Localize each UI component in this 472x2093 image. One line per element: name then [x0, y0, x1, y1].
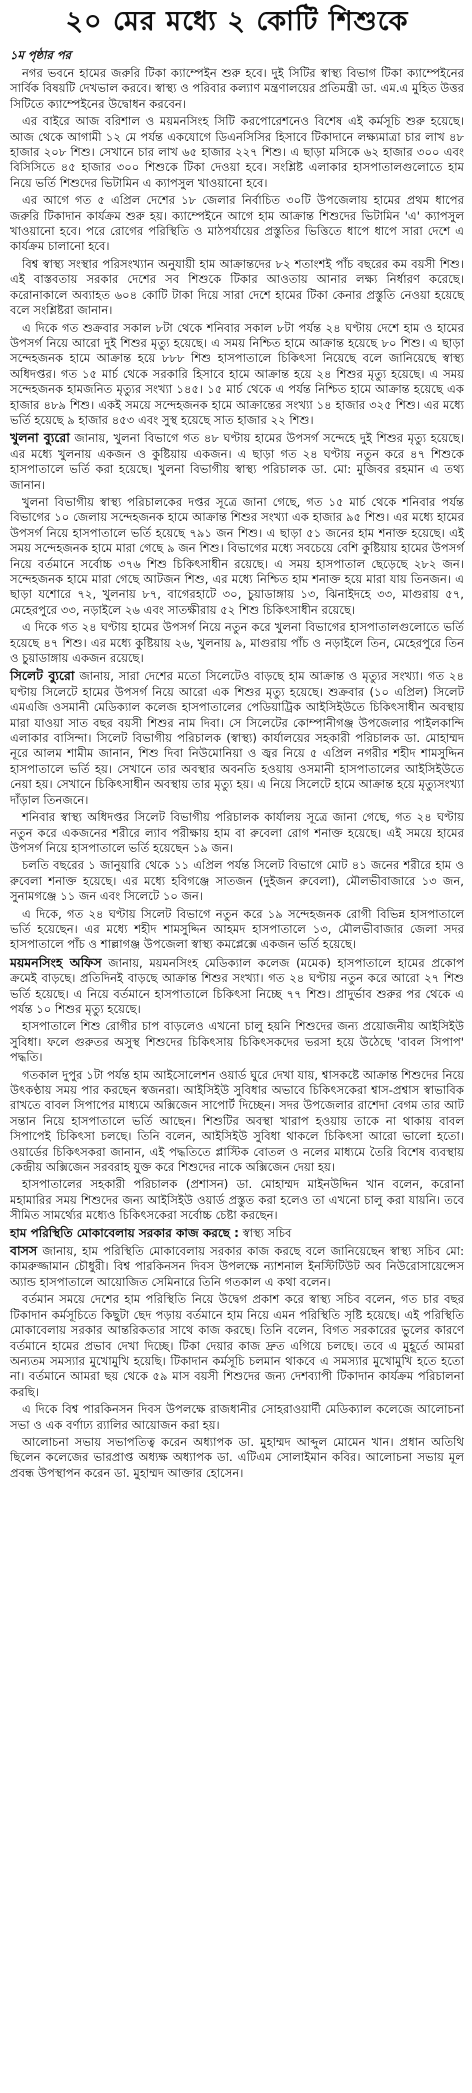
article-paragraph — [10, 955, 464, 1018]
article-body — [10, 66, 464, 1481]
article-paragraph — [10, 193, 464, 255]
paragraph-text: চলতি বছরের ১ জানুয়ারি থেকে ১১ এপ্রিল পর্যন্ত সিলেট বিভাগে মোট ৪১ জনের শরীরে হাম ও রুবেলা শনাক্ত হয়েছে। এর মধ্যে হবিগঞ্জে সাতজন (দুইজন রুবেলা), মৌলভীবাজারে ১৩ জন, সুনামগঞ্জে ১১ জন এবং সিলেটে ১০ জন। — [10, 858, 464, 904]
paragraph-text: শনিবার স্বাস্থ্য অধিদপ্তর সিলেট বিভাগীয় পরিচালক কার্যালয় সূত্রে জানা গেছে, গত ২৪ ঘণ্টায় নতুন করে একজনের শরীরে ল্যাব পরীক্ষায় হাম বা রুবেলা রোগ শনাক্ত হয়েছে। এই সময়ে হামের উপসর্গ নিয়ে হাসপাতালে ভর্তি হয়েছেন ১৯ জন। — [10, 810, 464, 855]
subheading-paragraph — [10, 1226, 464, 1241]
paragraph-text: গতকাল দুপুর ১টা পর্যন্ত হাম আইসোলেশন ওয়ার্ড ঘুরে দেখা যায়, শ্বাসকষ্টে আক্রান্ত শিশুদের নিয়ে উৎকণ্ঠায় সময় পার করছেন স্বজনরা। আইসিইউ সুবিধার অভাবে চিকিৎসকেরা শ্বাস-প্রশ্বাস স্বাভাবিক রাখতে বাবল সিপাপের মাধ্যমে অক্সিজেন সাপোর্ট দিচ্ছেন। সদর উপজেলার রাশেদা বেগম তার আট সন্তান নিয়ে হাসপাতালে ভর্তি আছেন। শিশুটির অবস্থা খারাপ হওয়ায় তাকে না থাকায় বাবল সিপাপেই চিকিৎসা চলছে। তিনি বলেন, আইসিইউ সুবিধা থাকলে চিকিৎসা আরো ভালো হতো। ওয়ার্ডের চিকিৎসকরা জানান, এই পদ্ধতিতে প্লাস্টিক বোতল ও নলের মাধ্যমে তৈরি বিশেষ ব্যবস্থায় কেন্দ্রীয় অক্সিজেন সরবরাহ যুক্ত করে শিশুদের নাকে অক্সিজেন দেয়া হয়। — [10, 1067, 464, 1175]
paragraph-text: জানায়, ময়মনসিংহ মেডিক্যাল কলেজ (মমেক) হাসপাতালে হামের প্রকোপ ক্রমেই বাড়ছে। প্রতিদিনই বাড়ছে আক্রান্ত শিশুর সংখ্যা। গত ২৪ ঘণ্টায় নতুন করে আরো ২৭ শিশু ভর্তি হয়েছে। এ নিয়ে বর্তমানে হাসপাতালে চিকিৎসা নিচ্ছে ৭৭ শিশু। প্রাদুর্ভাব শুরুর পর থেকে এ পর্যন্ত ১০ শিশুর মৃত্যু হয়েছে। — [10, 955, 464, 1016]
dateline: বাসস — [10, 1243, 38, 1259]
paragraph-text: আলোচনা সভায় সভাপতিত্ব করেন অধ্যাপক ডা. মুহাম্মদ আব্দুল মোমেন খান। প্রধান অতিথি ছিলেন কলেজের ভারপ্রাপ্ত অধ্যক্ষ অধ্যাপক ডা. এটিএম সোলাইমান কবির। আলোচনা সভায় মূল প্রবন্ধ উপস্থাপন করেন ডা. মুহাম্মদ আক্তার হোসেন। — [10, 1434, 464, 1480]
paragraph-text: জানায়, খুলনা বিভাগে গত ৪৮ ঘণ্টায় হামের উপসর্গ সন্দেহে দুই শিশুর মৃত্যু হয়েছে। এর মধ্যে খুলনায় একজন ও কুষ্টিয়ায় একজন। এ ছাড়া গত ২৪ ঘণ্টায় নতুন করে ৪৭ শিশুকে হাসপাতালে ভর্তি করা হয়েছে। খুলনা বিভাগীয় স্বাস্থ্য পরিচালক ডা. মো: মুজিবর রহমান এ তথ্য জানান। — [10, 431, 464, 492]
article-paragraph — [10, 257, 464, 319]
dateline: খুলনা ব্যুরো — [10, 430, 70, 446]
paragraph-text: এর আগে গত ৫ এপ্রিল দেশের ১৮ জেলার নির্বাচিত ৩০টি উপজেলায় হামের প্রথম ধাপের জরুরি টিকাদান কার্যক্রম শুরু হয়। ক্যাম্পেইনে আগে হাম আক্রান্ত শিশুদের ভিটামিন 'এ' ক্যাপসুল খাওয়ানো হবে। পরে রোগের পরিস্থিতি ও মাঠপর্যায়ের প্রস্তুতির ভিত্তিতে ধাপে ধাপে সারা দেশে এ কার্যক্রম চালানো হবে। — [10, 193, 464, 254]
article-paragraph — [10, 907, 464, 953]
paragraph-text: স্বাস্থ্য সচিব — [242, 1225, 292, 1240]
article-paragraph — [10, 668, 464, 808]
paragraph-text: এ দিকে গত ২৪ ঘণ্টায় হামের উপসর্গ নিয়ে নতুন করে খুলনা বিভাগের হাসপাতালগুলোতে ভর্তি হয়েছে ৪৭ শিশু। এর মধ্যে কুষ্টিয়ায় ২৬, খুলনায় ৯, মাগুরায় পাঁচ ও নড়াইলে তিন, মেহেরপুরে তিন ও চুয়াডাঙ্গায় একজন রয়েছে। — [10, 620, 464, 666]
dateline: ময়মনসিংহ অফিস — [10, 954, 102, 970]
paragraph-text: নগর ভবনে হামের জরুরি টিকা ক্যাম্পেইন শুরু হবে। দুই সিটির স্বাস্থ্য বিভাগ টিকা ক্যাম্পেইনের সার্বিক বিষয়টি দেখভাল করবে। স্বাস্থ্য ও পরিবার কল্যাণ মন্ত্রণালয়ের প্রতিমন্ত্রী ডা. এম.এ মুহিত উত্তর সিটিতে ক্যাম্পেইনের উদ্বোধন করবেন। — [10, 66, 464, 111]
paragraph-text: বর্তমান সময়ে দেশের হাম পরিস্থিতি নিয়ে উদ্বেগ প্রকাশ করে স্বাস্থ্য সচিব বলেন, গত চার বছর টিকাদান কর্মসূচিতে কিছুটা ছেদ পড়ায় বর্তমানে হাম নিয়ে এমন পরিস্থিতি সৃষ্টি হয়েছে। এই পরিস্থিতি মোকাবেলায় সরকার আন্তরিকতার সাথে কাজ করছে। তিনি বলেন, বিগত সরকারের ভুলের কারণে বর্তমানে হামের প্রভাব দেখা দিচ্ছে। টিকা দেয়ার কাজ দ্রুত এগিয়ে চলছে। তবে এ মুহূর্তে আমরা অন্যতম সমস্যার মুখোমুখি হয়েছি। টিকাদান কর্মসূচি চলমান থাকবে এ সমস্যার মুখোমুখি হতে হতো না। বর্তমানে আমরা ছয় থেকে ৫৯ মাস বয়সী শিশুদের জন্য দেশব্যাপী টিকাদান কার্যক্রম পরিচালনা করছি। — [10, 1292, 464, 1399]
paragraph-text: হাসপাতালে শিশু রোগীর চাপ বাড়লেও এখনো চালু হয়নি শিশুদের জন্য প্রয়োজনীয় আইসিইউ সুবিধা। ফলে গুরুতর অসুস্থ শিশুদের চিকিৎসায় চিকিৎসকদের ভরসা হয়ে উঠেছে 'বাবল সিপাপ' পদ্ধতি। — [10, 1019, 464, 1065]
article-paragraph — [10, 1292, 464, 1400]
article-paragraph — [10, 1435, 464, 1481]
paragraph-text: এ দিকে, গত ২৪ ঘণ্টায় সিলেট বিভাগে নতুন করে ১৯ সন্দেহজনক রোগী বিভিন্ন হাসপাতালে ভর্তি হয়েছেন। এর মধ্যে শহীদ শামসুদ্দিন আহমদ হাসপাতালে ১৩, মৌলভীবাজার জেলা সদর হাসপাতালে পাঁচ ও শাল্লাগঞ্জ উপজেলা স্বাস্থ্য কমপ্লেক্সে একজন ভর্তি হয়েছে। — [10, 906, 464, 952]
article-paragraph — [10, 1019, 464, 1065]
dateline: সিলেট ব্যুরো — [10, 668, 75, 684]
article-paragraph — [10, 620, 464, 666]
article-paragraph — [10, 858, 464, 904]
article-paragraph — [10, 114, 464, 191]
article-paragraph — [10, 495, 464, 618]
paragraph-text: এ দিকে বিশ্ব পারকিনসন দিবস উপলক্ষে রাজধানীর সোহরাওয়ার্দী মেডিক্যাল কলেজে আলোচনা সভা ও এক বর্ণাঢ্য র‌্যালির আয়োজন করা হয়। — [10, 1402, 464, 1432]
article-paragraph — [10, 1068, 464, 1176]
article-paragraph — [10, 810, 464, 856]
article-paragraph — [10, 430, 464, 493]
continuation-label: ১ম পৃষ্ঠার পর — [10, 48, 71, 62]
article-paragraph — [10, 1402, 464, 1433]
headline: ২০ মের মধ্যে ২ কোটি শিশুকে — [65, 6, 409, 37]
section-subheading: হাম পরিস্থিতি মোকাবেলায় সরকার কাজ করছে : — [10, 1225, 239, 1240]
article-paragraph — [10, 321, 464, 429]
paragraph-text: জানায়, সারা দেশের মতো সিলেটেও বাড়ছে হাম আক্রান্ত ও মৃত্যুর সংখ্যা। গত ২৪ ঘণ্টায় সিলেটে হামের উপসর্গ নিয়ে আরো এক শিশুর মৃত্যু হয়েছে। শুক্রবার (১০ এপ্রিল) সিলেট এমএজি ওসমানী মেডিক্যাল কলেজ হাসপাতালের পেডিয়াট্রিক আইসিইউতে চিকিৎসাধীন অবস্থায় মারা যাওয়া সাত বছর বয়সী শিশুর নাম দিবা। সে সিলেটের কোম্পানীগঞ্জ উপজেলার পাইলকান্দি এলাকার বাসিন্দা। সিলেট বিভাগীয় পরিচালক (স্বাস্থ্য) কার্যালয়ের সহকারী পরিচালক ডা. মোহাম্মদ নূরে আলম শামীম জানান, শিশু দিবা নিউমোনিয়া ও জ্বর নিয়ে ৫ এপ্রিল নগরীর শহীদ শামসুদ্দিন হাসপাতালে ভর্তি হয়। সেখানে তার অবস্থার অবনতি হওয়ায় ওসমানী হাসপাতালের আইসিইউতে নেয়া হয়। সেখানে চিকিৎসাধীন অবস্থায় তার মৃত্যু হয়। এ নিয়ে সিলেটে হামে আক্রান্ত হয়ে মৃত্যুসংখ্যা দাঁড়াল তিনজনে। — [10, 669, 464, 807]
article-paragraph — [10, 1243, 464, 1290]
paragraph-text: বিশ্ব স্বাস্থ্য সংস্থার পরিসংখ্যান অনুযায়ী হাম আক্রান্তদের ৮২ শতাংশই পাঁচ বছরের কম বয়সী শিশু। এই বাস্তবতায় সরকার দেশের সব শিশুকে টিকার আওতায় আনার লক্ষ্য নির্ধারণ করেছে। করোনাকালে অব্যাহত ৬০৪ কোটি টাকা দিয়ে সারা দেশে হামের টিকা কেনার প্রস্তুতি নেওয়া হয়েছে বলে সংশ্লিষ্টরা জানান। — [10, 256, 464, 318]
paragraph-text: এর বাইরে আজ বরিশাল ও ময়মনসিংহ সিটি করপোরেশনেও বিশেষ এই কর্মসূচি শুরু হয়েছে। আজ থেকে আগামী ১২ মে পর্যন্ত একযোগে ডিএনসিসির হিসাবে টিকাদানে লক্ষ্যমাত্রা চার লাখ ৪৮ হাজার ২০৮ শিশু। সেখানে চার লাখ ৬৫ হাজার ২২৭ শিশু। এ ছাড়া মসিকে ৬২ হাজার ৩০০ এবং বিসিসিতে ৪৫ হাজার ৩০০ শিশুকে টিকা দেওয়া হবে। সংশ্লিষ্ট এলাকার হাসপাতালগুলোতে হাম নিয়ে ভর্তি শিশুদের ভিটামিন এ ক্যাপসুল খাওয়ানো হবে। — [10, 114, 464, 190]
article-paragraph — [10, 66, 464, 112]
paragraph-text: এ দিকে গত শুক্রবার সকাল ৮টা থেকে শনিবার সকাল ৮টা পর্যন্ত ২৪ ঘণ্টায় দেশে হাম ও হামের উপসর্গ নিয়ে আরো দুই শিশুর মৃত্যু হয়েছে। এ সময় নিশ্চিত হামে আক্রান্ত হয়েছে ৮০ শিশু। এ ছাড়া সন্দেহজনক হামে আক্রান্ত হয়ে ৮৮৮ শিশু হাসপাতালে চিকিৎসা নিয়েছে বলে জানিয়েছে স্বাস্থ্য অধিদপ্তর। গত ১৫ মার্চ থেকে সরকারি হিসাবে হামে আক্রান্ত হয়ে ২৪ শিশুর মৃত্যু হয়েছে। এ সময় সন্দেহজনক হামজনিত মৃত্যুর সংখ্যা ১৪৫। ১৫ মার্চ থেকে এ পর্যন্ত নিশ্চিত হামে আক্রান্ত হয়েছে এক হাজার ৪৮৯ শিশু। একই সময়ে সন্দেহজনক হামে আক্রান্তের সংখ্যা ১৪ হাজার ৩২৫ শিশু। এর মধ্যে ভর্তি হয়েছে ৯ হাজার ৪৫৩ এবং সুস্থ হয়েছে সাত হাজার ২২ শিশু। — [10, 320, 464, 427]
paragraph-text: খুলনা বিভাগীয় স্বাস্থ্য পরিচালকের দপ্তর সূত্রে জানা গেছে, গত ১৫ মার্চ থেকে শনিবার পর্যন্ত বিভাগের ১০ জেলায় সন্দেহজনক হামে আক্রান্ত শিশুর সংখ্যা এক হাজার ৯৫ শিশু। এর মধ্যে হামের উপসর্গ নিয়ে হাসপাতালে ভর্তি হয়েছে ৭৯১ জন শিশু। এ ছাড়া ৫১ জনের হাম শনাক্ত হয়েছে। এই সময় সন্দেহজনক হামে মারা গেছে ৯ জন শিশু। বিভাগের মধ্যে সবচেয়ে বেশি কুষ্টিয়ায় হামের উপসর্গ নিয়ে বর্তমানে সর্বোচ্চ ৩৭৬ শিশু চিকিৎসাধীন রয়েছে। এ সময় হাসপাতাল ছেড়েছে ২৮২ জন। সন্দেহজনক হামে মারা গেছে আটজন শিশু, এর মধ্যে নিশ্চিত হাম শনাক্ত হয়ে মারা যায় তিনজন। এ ছাড়া যশোরে ৭২, খুলনায় ৮৭, বাগেরহাটে ৩০, চুয়াডাঙ্গায় ১৩, ঝিনাইদহে ৩৩, মাগুরায় ৫৭, মেহেরপুরে ৩৩, নড়াইলে ২৬ এবং সাতক্ষীরায় ৫২ শিশু চিকিৎসাধীন রয়েছে। — [10, 494, 464, 617]
paragraph-text: হাসপাতালের সহকারী পরিচালক (প্রশাসন) ডা. মোহাম্মদ মাইনউদ্দিন খান বলেন, করোনা মহামারির সময় শিশুদের জন্য আইসিইউ ওয়ার্ড প্রস্তুত করা হলেও তা এখনো চালু করা যায়নি। তবে সীমিত সামর্থ্যের মধ্যেও চিকিৎসকেরা সর্বোচ্চ চেষ্টা করছেন। — [10, 1177, 464, 1223]
paragraph-text: জানায়, হাম পরিস্থিতি মোকাবেলায় সরকার কাজ করছে বলে জানিয়েছেন স্বাস্থ্য সচিব মো: কামরুজ্জামান চৌধুরী। বিশ্ব পারকিনসন দিবস উপলক্ষে ন্যাশনাল ইনস্টিটিউট অব নিউরোসায়েন্সেস অ্যান্ড হাসপাতালে আয়োজিত সেমিনারে তিনি গতকাল এ কথা বলেন। — [10, 1244, 465, 1289]
article-paragraph — [10, 1177, 464, 1223]
